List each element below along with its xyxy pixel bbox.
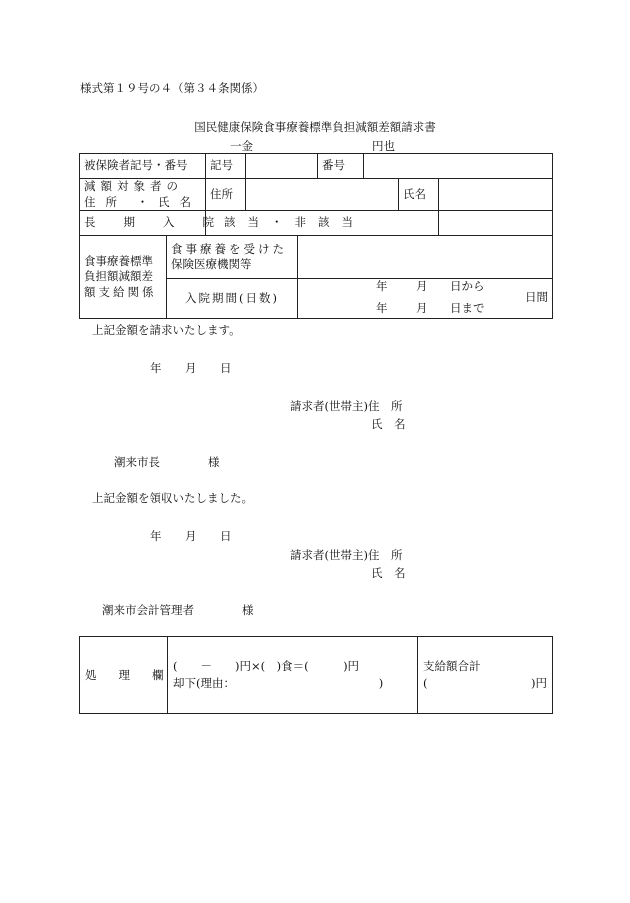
from-month: 月 [416, 279, 428, 294]
to-month: 月 [416, 301, 428, 316]
receipt-claimant-address-label: 請求者(世帯主)住 所 [290, 548, 403, 562]
form-number: 様式第１９号の４（第３４条関係） [80, 81, 264, 95]
stay-period-label: 入院期間(日数) [167, 279, 298, 319]
document-title: 国民健康保険食事療養標準負担減額差額請求書 [194, 120, 436, 134]
request-date-day: 日 [220, 361, 232, 375]
to-year: 年 [376, 301, 388, 316]
institution-field[interactable] [298, 236, 553, 279]
institution-label: 食事療養を受けた 保険医療機関等 [167, 236, 298, 279]
long-stay-applicable[interactable]: 該当・非該当 [206, 211, 439, 236]
name-label: 氏名 [399, 179, 439, 211]
amount-prefix: 一金 [230, 139, 253, 153]
stay-days: 日間 [525, 290, 548, 305]
payment-relation-label: 食事療養標準 負担額減額差 額支給関係 [80, 236, 167, 319]
processing-table [79, 636, 553, 714]
receipt-statement: 上記金額を領収いたしました。 [92, 491, 253, 505]
from-day: 日から [450, 279, 485, 294]
payment-total[interactable] [418, 637, 553, 714]
addressee-accountant: 潮来市会計管理者 [102, 603, 194, 617]
request-date-month: 月 [185, 361, 197, 375]
receipt-date-year: 年 [150, 529, 162, 543]
total-label: 支給額合計 [423, 659, 481, 674]
addressee-accountant-honorific: 様 [242, 603, 254, 617]
from-year: 年 [376, 279, 388, 294]
request-date-year: 年 [150, 361, 162, 375]
bangou-field[interactable] [364, 154, 553, 179]
processing-label: 処理欄 [80, 637, 168, 714]
kigou-label: 記号 [206, 154, 246, 179]
long-stay-label: 長期入院 [80, 211, 206, 236]
claimant-name-label: 氏 名 [371, 417, 406, 431]
stay-period-field[interactable] [298, 279, 553, 319]
long-stay-extra [439, 211, 553, 236]
claim-table [79, 153, 553, 319]
insured-number-label: 被保険者記号・番号 [80, 154, 206, 179]
receipt-claimant-name-label: 氏 名 [371, 566, 406, 580]
receipt-date-month: 月 [185, 529, 197, 543]
addressee-mayor: 潮来市長 [114, 455, 160, 469]
receipt-date-day: 日 [220, 529, 232, 543]
address-label: 住所 [206, 179, 246, 211]
address-field[interactable] [246, 179, 399, 211]
amount-suffix: 円也 [372, 139, 395, 153]
target-person-label: 減額対象者の 住所 ・ 氏名 [80, 179, 206, 211]
claimant-address-label: 請求者(世帯主)住 所 [290, 399, 403, 413]
request-statement: 上記金額を請求いたします。 [92, 323, 241, 337]
kigou-field[interactable] [246, 154, 318, 179]
bangou-label: 番号 [318, 154, 364, 179]
formula-line: ( － )円×( )食＝( )円 [173, 659, 360, 674]
name-field[interactable] [439, 179, 553, 211]
to-day: 日まで [450, 301, 485, 316]
total-value: ( )円 [423, 676, 547, 690]
addressee-mayor-honorific: 様 [208, 455, 220, 469]
rejection-line: 却下(理由： ) [173, 676, 384, 690]
processing-calculation[interactable] [168, 637, 418, 714]
